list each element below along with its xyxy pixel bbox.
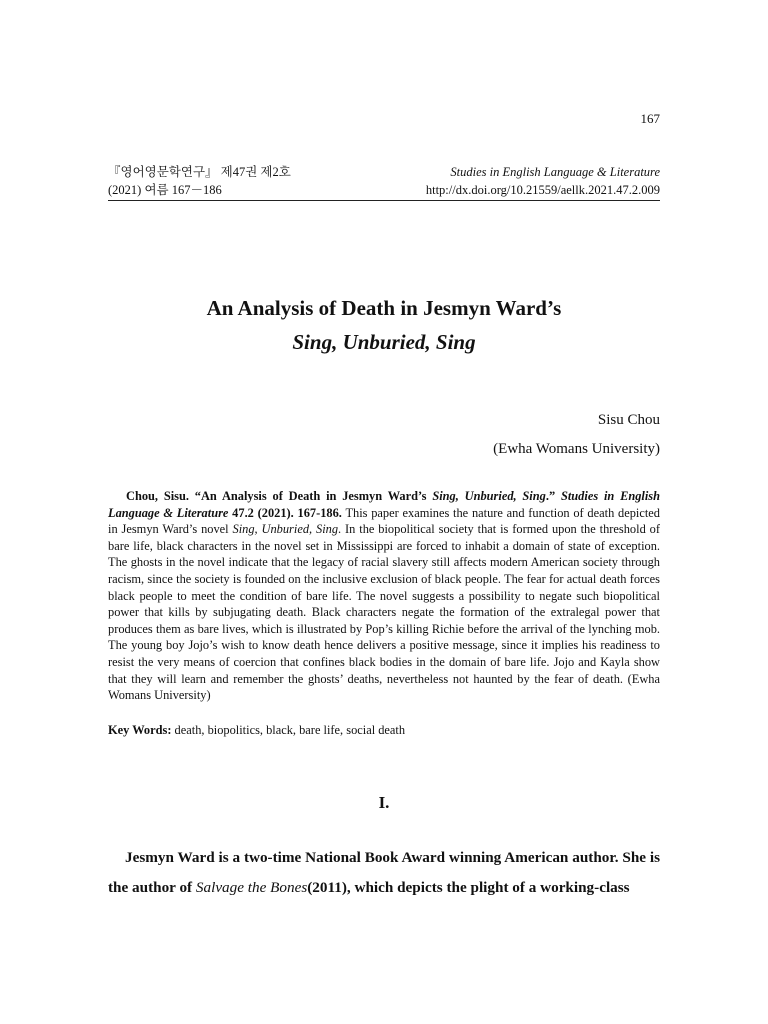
section-heading: I. [378,793,390,812]
citation-author: Chou, Sisu. [126,489,189,503]
citation-title-start: “An Analysis of Death in Jesmyn Ward’s [188,489,433,503]
keywords-value: death, biopolitics, black, bare life, social death [171,723,406,737]
abstract-text-1: This paper examines the nature and function of death depicted in Jesmyn Ward’s novel [108,505,660,537]
body-book-title: Salvage the Bones [195,879,308,896]
journal-name: Studies in English Language & Literature [450,165,660,179]
journal-header-english [426,163,660,199]
title-line-1: An Analysis of Death in Jesmyn Ward’s [206,296,562,320]
doi-link[interactable]: http://dx.doi.org/10.21559/aellk.2021.47.2.009 [425,183,660,197]
citation-volume: 47.2 (2021). 167-186. [228,505,342,520]
body-text-2: (2011), which depicts the plight of a working-class [307,879,630,896]
citation-title-end: .” [545,489,561,503]
author-name: Sisu Chou [597,412,660,428]
journal-header-korean [108,163,291,199]
author-affiliation: (Ewha Womans University) [493,441,660,457]
body-text-1: Jesmyn Ward is a two-time National Book Award winning American author. She is the author of [108,849,660,896]
journal-year-pages: (2021) 여름 167－186 [108,183,222,197]
keywords [108,723,405,738]
citation-title-italic: Sing, Unburied, Sing [432,489,546,503]
header-divider [108,200,660,201]
journal-volume-issue: 『영어영문학연구』 제47권 제2호 [108,165,291,179]
article-title [0,291,768,359]
abstract [108,488,660,704]
keywords-label: Key Words: [108,723,172,737]
page-number: 167 [640,111,660,126]
citation-journal: Studies in English Language & Literature [108,489,661,520]
title-line-2: Sing, Unburied, Sing [292,330,476,354]
abstract-text-2: . In the biopolitical society that is formed upon the threshold of bare life, black characters in the novel set in Mississippi are forced to inhabit a domain of state of exception. The ghosts in the novel indicate that the legacy of racial slavery still affects modern American society through racism, since the society is founded on the inclusive exclusion of black people. The fear for actual death forces black people to meet the condition of bare life. The novel suggests a possibility to negate such biopolitical power that kills by subjugating death. Black characters negate the formation of the extralegal power that produces them as bare lives, which is illustrated by Pop’s killing Richie before the arrival of the lynching mob. The young boy Jojo’s wish to know death hence delivers a positive message, since it implies his readiness to resist the very means of coercion that confines black bodies in the domain of bare life. Jojo and Kayla show that they will learn and remember the ghosts’ deaths, nevertheless not haunted by the fear of death. (Ewha Womans University) [108,522,660,703]
body-paragraph [108,843,660,903]
abstract-novel-title: Sing, Unburied, Sing [232,522,339,537]
